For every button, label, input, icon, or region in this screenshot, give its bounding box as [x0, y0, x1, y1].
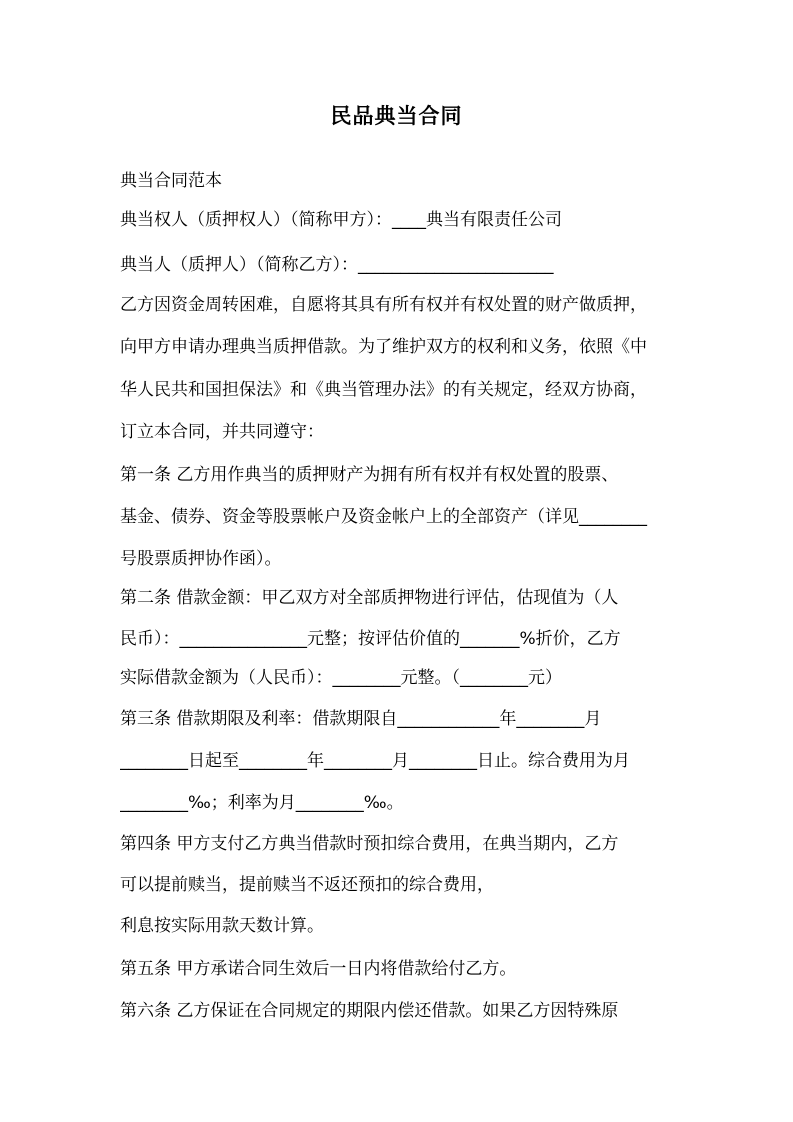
- article-1-line: 号股票质押协作函）。: [120, 549, 282, 569]
- party-a-line: 典当权人（质押权人）（简称甲方）：____典当有限责任公司: [120, 210, 562, 230]
- document-title: 民品典当合同: [330, 104, 463, 128]
- article-4-line: 利息按实际用款天数计算。: [120, 916, 324, 936]
- article-3-line: 第三条 借款期限及利率：借款期限自____________年________月: [120, 709, 602, 729]
- article-3-line: ________‰；利率为月________‰。: [120, 793, 404, 813]
- article-1-line: 基金、债券、资金等股票帐户及资金帐户上的全部资产（详见________: [120, 507, 647, 527]
- article-1-line: 第一条 乙方用作典当的质押财产为拥有所有权并有权处置的股票、: [120, 465, 619, 485]
- article-5-line: 第五条 甲方承诺合同生效后一日内将借款给付乙方。: [120, 959, 517, 979]
- article-4-line: 可以提前赎当，提前赎当不返还预扣的综合费用，: [120, 875, 494, 895]
- article-3-line: ________日起至________年________月________日止。综合费用为月: [120, 751, 630, 771]
- article-4-line: 第四条 甲方支付乙方典当借款时预扣综合费用，在典当期内，乙方: [120, 834, 619, 854]
- party-b-line: 典当人（质押人）（简称乙方）：_______________________: [120, 255, 554, 275]
- preamble-line: 订立本合同，并共同遵守：: [120, 422, 324, 442]
- article-2-line: 第二条 借款金额：甲乙双方对全部质押物进行评估，估现值为（人: [120, 588, 619, 608]
- article-6-line: 第六条 乙方保证在合同规定的期限内偿还借款。如果乙方因特殊原: [120, 1001, 619, 1021]
- preamble-line: 华人民共和国担保法》和《典当管理办法》的有关规定，经双方协商，: [120, 380, 647, 400]
- contract-template-heading: 典当合同范本: [120, 171, 222, 191]
- preamble-line: 乙方因资金周转困难，自愿将其具有所有权并有权处置的财产做质押，: [120, 295, 647, 315]
- article-2-line: 实际借款金额为（人民币）：________元整。（________元）: [120, 668, 562, 688]
- article-2-line: 民币）：_______________元整；按评估价值的_______%折价，乙方: [120, 629, 621, 649]
- preamble-line: 向甲方申请办理典当质押借款。为了维护双方的权利和义务，依照《中: [120, 337, 647, 357]
